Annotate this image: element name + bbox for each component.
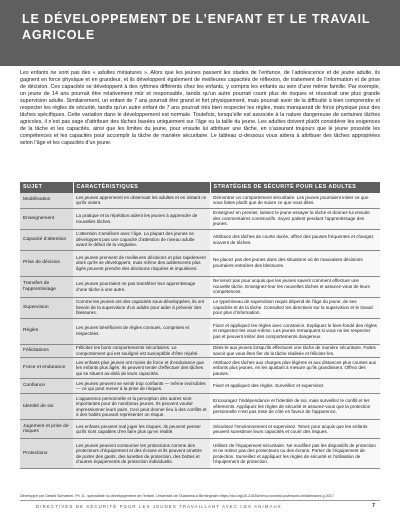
title-banner — [0, 0, 400, 66]
characteristics-cell: L’attention s’améliore avec l’âge. La plupart des jeunes ne développent pas une capacité d’attention de niveau adulte avant le début de la vingtaine. — [73, 229, 210, 250]
table-row — [20, 297, 380, 318]
characteristics-cell: Les jeunes bénéficient de règles connues, comprises et respectées. — [73, 318, 210, 344]
table-row — [20, 379, 380, 394]
table-row — [20, 193, 380, 208]
subject-cell: Prise de décision — [20, 250, 73, 276]
footer-divider — [20, 500, 380, 501]
column-header-subject: SUJET — [20, 182, 73, 193]
intro-section — [20, 70, 380, 148]
strategies-cell: Encouragez l’indépendance et l’identité de soi, mais surveillez le conflit et les vêtements. Appliquez les règles de sécurité et assurez-vous que la protection personnelle n’est pas mise de côté en faveur de l’apparence. — [210, 394, 380, 420]
intro-paragraph: Les enfants ne sont pas des « adultes miniatures ». Alors que les jeunes passent les stades de l’enfance, de l’adolescence et de jeune adulte, ils gagnent en force physique et en grandeur, et ils développent également de meilleures capacités de réflexion, de traitement de l’information et de prise de décision. Ces capacités se développent à des rythmes différents chez les enfants, y compris les enfants au sein d’une même famille. Par exemple, un jeune de 14 ans pourrait être relativement mûr et responsable, tandis qu’un autre pourrait courir plus de risques et réussirait une plus grande supervision adulte. Similairement, un enfant de 7 ans pourrait être grand et fort physiquement, mais pourrait avoir de la difficulté à bien comprendre et respecter les règles de sécurité, tandis qu’un autre enfant de 7 ans pourrait très bien respecter les règles, mais manquerait de force physique pour des tâches spécifiques. Cette variation dans le développement est normale. Toutefois, lorsqu’elle est associée à la nature dangereuse de certaines tâches agricoles, il n’est pas sage d’attribuer des tâches basées uniquement sur l’âge ou la taille du jeune. Les adultes doivent plutôt considérer les exigences de la tâche et les capacités, ainsi que les limites du jeune, pour ensuite lui attribuer une tâche, en s’assurant toujours que le jeune possède les compétences et les capacités pour accomplir la tâche de manière sécuritaire. Le tableau ci-dessous vous aidera à attribuer des tâches appropriées selon l’âge et les capacités d’un jeune. — [20, 70, 380, 147]
strategies-cell: Dites-le aux jeunes lorsqu’ils effectuent une tâche de manière sécuritaire. Faites savoir que vous êtes fier de la tâche réalisée et félicitez-les. — [210, 344, 380, 358]
table-row — [20, 439, 380, 469]
page-number: 7 — [372, 503, 376, 509]
table-row — [20, 250, 380, 276]
safety-strategies-table — [20, 182, 381, 469]
subject-cell: Force et endurance — [20, 358, 73, 379]
subject-cell: Supervision — [20, 297, 73, 318]
subject-cell: Jugement et prise de risques — [20, 420, 73, 439]
strategies-cell: Sécurisez l’environnement et supervisez. Tenez pour acquis que les enfants peuvent surestimer leurs capacités et courir des risques. — [210, 420, 380, 439]
characteristics-cell: Les jeunes pourraient ne pas transférer leur apprentissage d’une tâche à une autre. — [73, 276, 210, 297]
characteristics-cell: Les enfants plus jeunes ont moins de force et d’endurance que les enfants plus âgés. Ils peuvent tenter d’effectuer des tâches qui se situent au-delà de leurs capacités. — [73, 358, 210, 379]
characteristics-cell: Les enfants peuvent mal juger les risques. Ils peuvent penser qu’ils sont capables d’en faire plus qu’en réalité. — [73, 420, 210, 439]
characteristics-cell: La pratique et la répétition aident les jeunes à apprendre de nouvelles tâches. — [73, 208, 210, 229]
table-row — [20, 344, 380, 358]
characteristics-cell: Les jeunes prennent de meilleures décisions et plus rapidement alors qu’ils se développent, mais même des adolescents plus âgés peuvent prendre des décisions risquées et impulsives. — [73, 250, 210, 276]
subject-cell: Transfert de l’apprentissage — [20, 276, 73, 297]
strategies-cell: Le type/niveau de supervision requis dépend de l’âge du jeune, de ses capacités et de la tâche. Consultez les directives sur la supervision et le travail pour plus d’information. — [210, 297, 380, 318]
strategies-cell: Fixez et appliquez des règles. Surveillez et supervisez. — [210, 379, 380, 394]
characteristics-cell: Félicitez les bons comportements sécuritaires. Le comportement qui est souligné est susceptible d’être répété. — [73, 344, 210, 358]
column-header-strategies: STRATÉGIES DE SÉCURITÉ POUR LES ADULTES — [210, 182, 380, 193]
page-title: LE DÉVELOPPEMENT DE L’ENFANT ET LE TRAVAIL AGRICOLE — [22, 12, 371, 42]
characteristics-cell: Les jeunes peuvent contourner les protections comme des protecteurs d’équipement et des écrans et ils peuvent omettre de porter des gants, des lunettes de protection, des bottes et d’autres équipements de protection individuelle. — [73, 439, 210, 469]
subject-cell: Capacité d’attention — [20, 229, 73, 250]
characteristics-cell: Les jeunes peuvent se sentir trop confiants — même invincibles — ce qui peut mener à la prise de risques. — [73, 379, 210, 394]
characteristics-cell: L’apparence personnelle et la perception des autres sont importantes pour de nombreux jeunes. Ils peuvent vouloir impressionner leurs pairs. Ceci peut donner lieu à des conflits et à des habits pouvant représenter un risque. — [73, 394, 210, 420]
strategies-cell: Attribuez des tâches de courte durée, offrez des pauses fréquentes et changez souvent de tâches. — [210, 229, 380, 250]
table-row — [20, 229, 380, 250]
table-row — [20, 276, 380, 297]
strategies-cell: Utilisez de l’équipement sécuritaire. Ne modifiez pas les dispositifs de protection et ne retirez pas des protecteurs ou des écrans. Portez de l’équipement de protection. Surveillez et appliquez les règles de sécurité et l’utilisation de l’équipement de protection. — [210, 439, 380, 469]
characteristics-cell: Les jeunes apprennent en observant les adultes et en imitant ce qu’ils voient. — [73, 193, 210, 208]
subject-cell: Protections — [20, 439, 73, 469]
characteristics-cell: Comme les jeunes ont des capacités sous-développées, ils ont besoin de la supervision d’un adulte pour aider à prévenir des blessures. — [73, 297, 210, 318]
table-row — [20, 208, 380, 229]
strategies-cell: Démontrer un comportement sécuritaire. Les jeunes pourraient imiter ce que vous faites plutôt que de suivre ce que vous dites. — [210, 193, 380, 208]
column-header-characteristics: CARACTÉRISTIQUES — [73, 182, 210, 193]
strategies-cell: Fixez et appliquez les règles avec constance. Expliquez le bien-fondé des règles et respectez-les vous-même. Les jeunes remarquent si vous ne les respectez pas et peuvent imiter des comportements dangereux. — [210, 318, 380, 344]
subject-cell: Enseignement — [20, 208, 73, 229]
table-row — [20, 420, 380, 439]
subject-cell: Félicitations — [20, 344, 73, 358]
subject-cell: Règles — [20, 318, 73, 344]
table-body — [20, 193, 380, 469]
subject-cell: Modélisation — [20, 193, 73, 208]
strategies-cell: Ne placez pas des jeunes dans des situations où de mauvaises décisions pourraient entraîner des blessures. — [210, 250, 380, 276]
table-row — [20, 358, 380, 379]
table-header-row — [20, 182, 380, 193]
strategies-cell: Ne tenez pas pour acquis que les jeunes savent comment effectuer une nouvelle tâche. Enseignez-leur les nouvelles tâches et assurez-vous de leurs compétences. — [210, 276, 380, 297]
subject-cell: Identité de soi — [20, 394, 73, 420]
footer-title: DIRECTIVES DE SÉCURITÉ POUR LES JEUNES TRAVAILLANT AVEC LES ANIMAUX — [36, 504, 282, 509]
table-row — [20, 318, 380, 344]
strategies-cell: Enseignez en premier, laissez le jeune essayer la tâche et donnez-lui ensuite des commentaires constructifs. Soyez patient pendant l’apprentissage des jeunes. — [210, 208, 380, 229]
strategies-cell: Attribuez des tâches aux charges plus légères et aux distances plus courtes aux enfants plus jeunes, en les ajustant à mesure qu’ils grandissent. Offrez des pauses. — [210, 358, 380, 379]
subject-cell: Confiance — [20, 379, 73, 394]
table-row — [20, 394, 380, 420]
footnote: Développé par Gerald Schwebel, Ph. D., spécialiste du développement de l’enfant, Université de l’Alabama à Birmingham https://doi.org/10.21636/nfmc.nccrahs.youthwork.childdevwork.g.2017 — [20, 494, 334, 498]
